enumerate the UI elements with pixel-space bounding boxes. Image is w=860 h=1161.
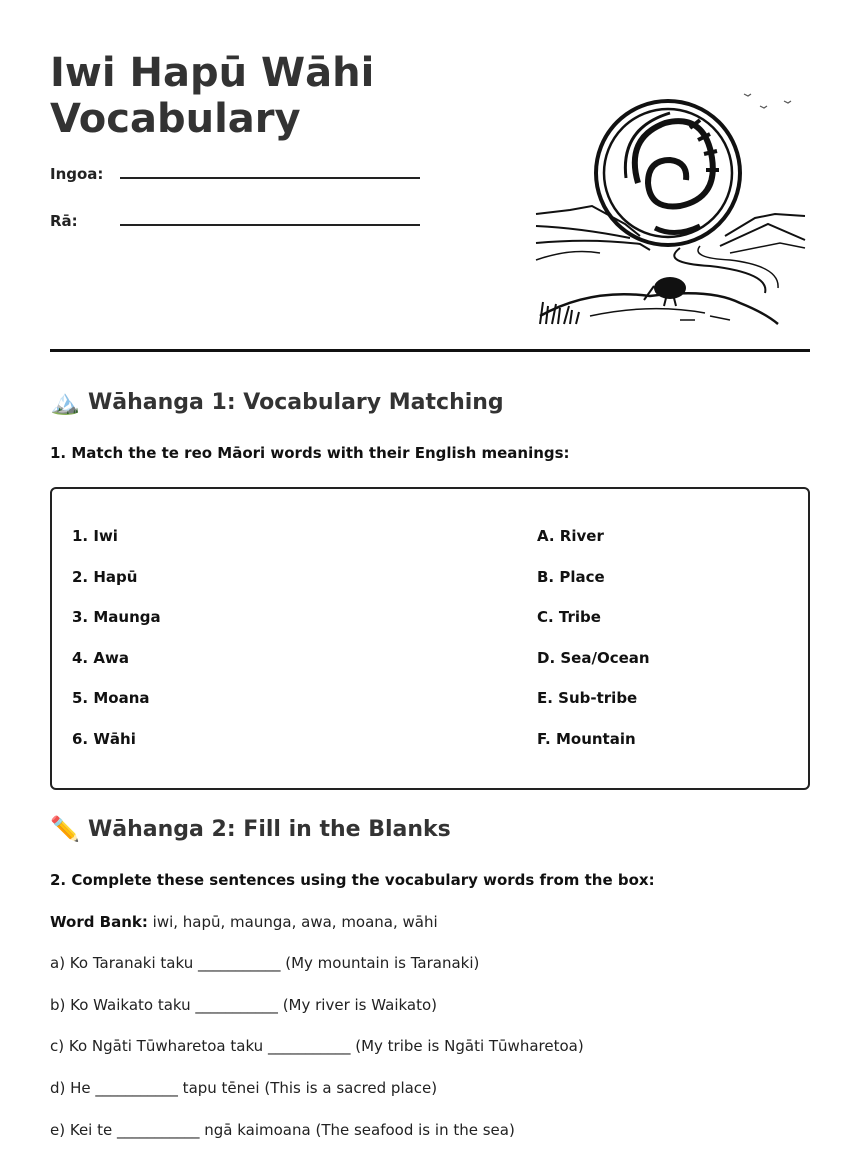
match-word: 1. Iwi xyxy=(72,527,118,545)
pencil-icon: ✏️ xyxy=(50,815,80,843)
word-bank xyxy=(50,913,438,931)
section1-question: 1. Match the te reo Māori words with their English meanings: xyxy=(50,444,570,462)
matching-box xyxy=(50,487,810,790)
sentence-item: d) He ___________ tapu tēnei (This is a sacred place) xyxy=(50,1079,438,1097)
name-write-line[interactable] xyxy=(120,177,420,179)
header-divider xyxy=(50,349,810,352)
koru-landscape-illustration xyxy=(530,88,815,330)
match-meaning: C. Tribe xyxy=(537,608,601,626)
match-meaning: E. Sub-tribe xyxy=(537,689,638,707)
section2-heading-text: Wāhanga 2: Fill in the Blanks xyxy=(88,816,451,842)
match-word: 5. Moana xyxy=(72,689,150,707)
title-line-2: Vocabulary xyxy=(50,96,301,142)
page-title xyxy=(50,50,470,142)
sentence-item: b) Ko Waikato taku ___________ (My river is Waikato) xyxy=(50,996,438,1014)
date-label: Rā: xyxy=(50,212,78,230)
section1-heading-text: Wāhanga 1: Vocabulary Matching xyxy=(88,389,504,415)
sentence-item: a) Ko Taranaki taku ___________ (My mountain is Taranaki) xyxy=(50,954,480,972)
title-line-1: Iwi Hapū Wāhi xyxy=(50,50,375,96)
match-word: 2. Hapū xyxy=(72,568,138,586)
section2-question: 2. Complete these sentences using the vocabulary words from the box: xyxy=(50,871,655,889)
sentence-item: e) Kei te ___________ ngā kaimoana (The seafood is in the sea) xyxy=(50,1121,515,1139)
sentence-item: c) Ko Ngāti Tūwharetoa taku ___________ (My tribe is Ngāti Tūwharetoa) xyxy=(50,1037,584,1055)
match-word: 4. Awa xyxy=(72,649,129,667)
date-write-line[interactable] xyxy=(120,224,420,226)
section1-heading xyxy=(50,388,504,416)
word-bank-label: Word Bank: xyxy=(50,913,148,931)
match-meaning: A. River xyxy=(537,527,604,545)
mountain-icon: 🏔️ xyxy=(50,388,80,416)
match-word: 6. Wāhi xyxy=(72,730,136,748)
match-meaning: D. Sea/Ocean xyxy=(537,649,650,667)
section2-heading xyxy=(50,815,451,843)
name-field xyxy=(50,165,103,183)
word-bank-words: iwi, hapū, maunga, awa, moana, wāhi xyxy=(147,913,438,931)
name-label: Ingoa: xyxy=(50,165,104,183)
match-meaning: F. Mountain xyxy=(537,730,636,748)
date-field xyxy=(50,212,78,230)
match-word: 3. Maunga xyxy=(72,608,161,626)
match-meaning: B. Place xyxy=(537,568,605,586)
